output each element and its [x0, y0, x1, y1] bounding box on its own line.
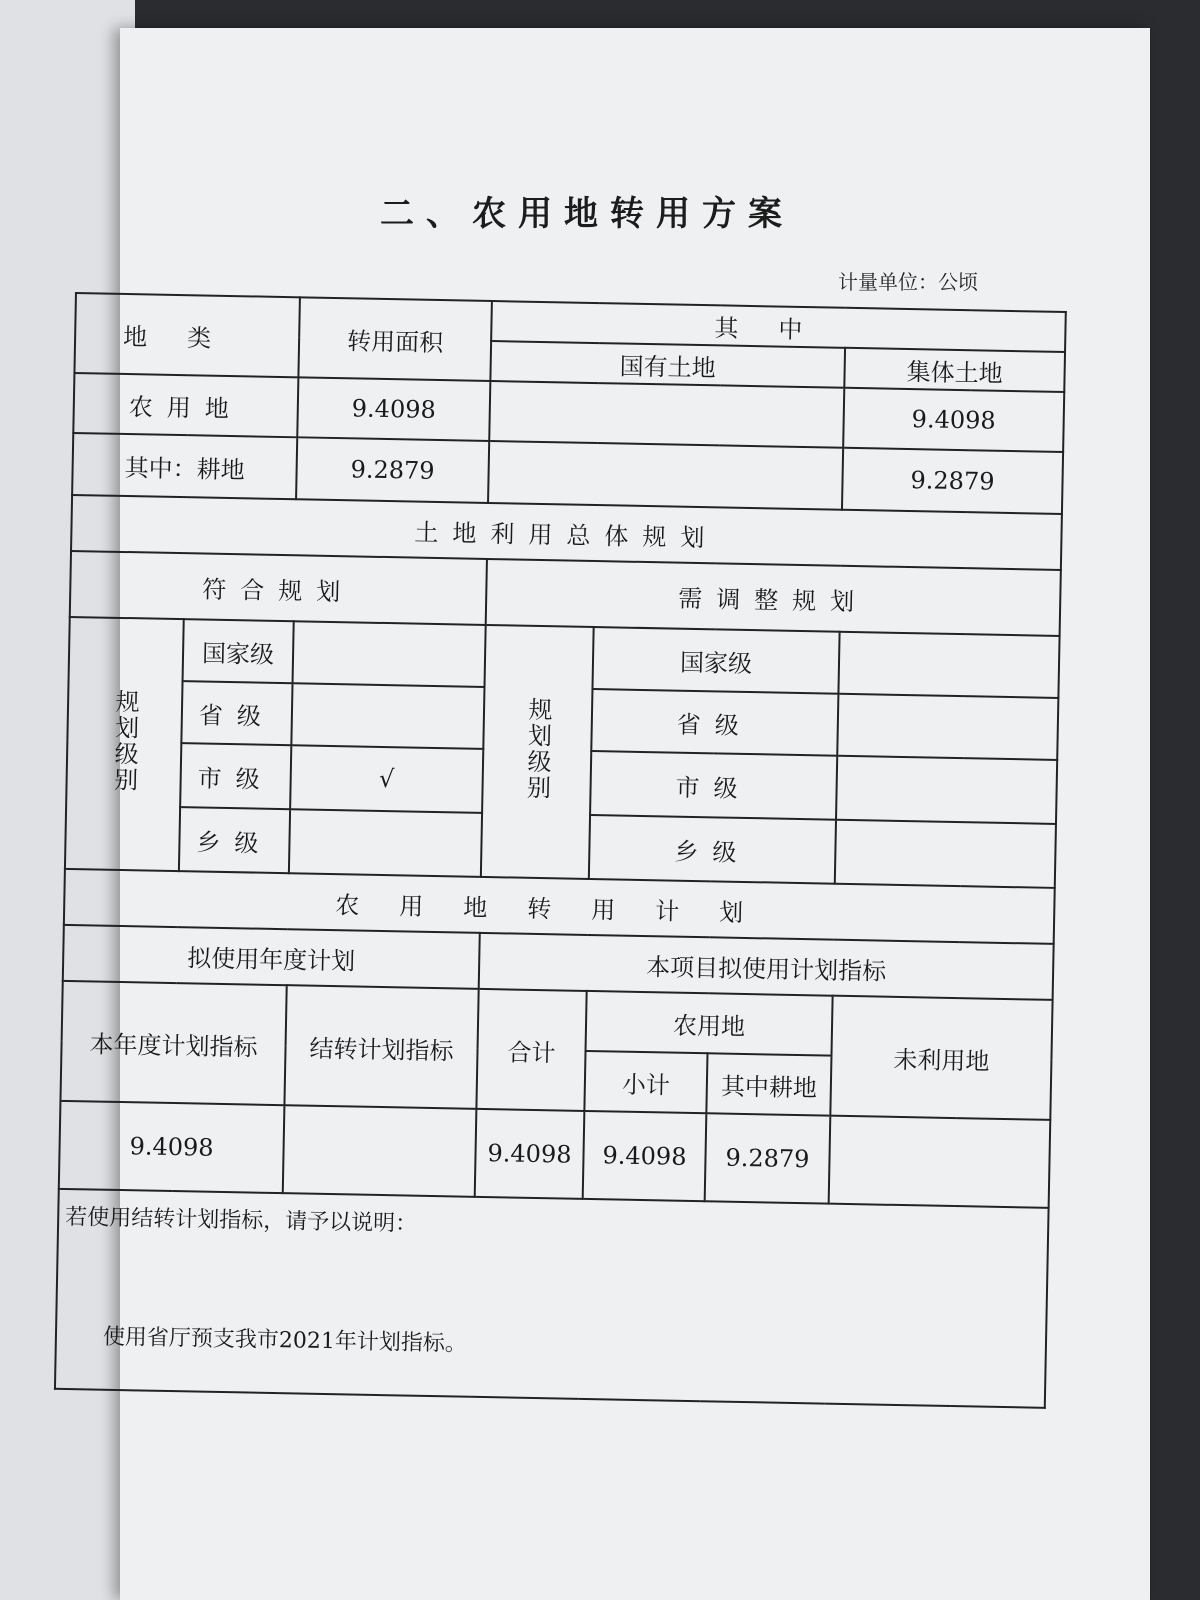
adjust-mark-national — [838, 632, 1059, 698]
row-land-type: 农用地 — [73, 373, 298, 437]
conform-mark-provincial — [291, 683, 484, 749]
project-index-header: 本项目拟使用计划指标 — [479, 933, 1054, 1000]
adjust-mark-city — [836, 756, 1057, 824]
total-value: 9.4098 — [475, 1109, 585, 1199]
adjust-level-provincial: 省级 — [591, 689, 838, 756]
subtotal-header: 小计 — [584, 1051, 707, 1113]
note-cell — [55, 1189, 1049, 1408]
adjust-level-city: 市级 — [590, 751, 837, 820]
row-collective: 9.2879 — [842, 448, 1063, 514]
agri-land-header: 农用地 — [586, 991, 833, 1056]
conform-level-provincial: 省级 — [181, 681, 292, 745]
row-land-type: 其中：耕地 — [72, 433, 297, 499]
current-year-header: 本年度计划指标 — [60, 981, 286, 1105]
row-area: 9.4098 — [297, 377, 490, 441]
conform-mark-township — [289, 809, 482, 877]
conform-level-township: 乡级 — [179, 807, 290, 873]
header-collective: 集体土地 — [844, 348, 1065, 392]
arable-value: 9.2879 — [705, 1113, 831, 1203]
subtotal-value: 9.4098 — [583, 1111, 707, 1201]
unused-value — [829, 1116, 1051, 1208]
unit-note: 计量单位：公顷 — [838, 270, 978, 294]
current-year-value: 9.4098 — [59, 1101, 285, 1193]
adjust-level-label: 规划级别 — [481, 625, 594, 879]
adjust-mark-township — [835, 820, 1056, 888]
adjust-level-national: 国家级 — [592, 627, 839, 694]
adjust-plan-header: 需调整规划 — [486, 559, 1061, 636]
header-land-type: 地类 — [74, 293, 299, 377]
conversion-plan-title: 农用地转用计划 — [64, 869, 1055, 944]
note-text: 使用省厅预支我市2021年计划指标。 — [102, 1324, 468, 1357]
conversion-table — [54, 292, 1067, 1409]
conversion-form — [53, 292, 1065, 1471]
conform-plan-header: 符合规划 — [70, 551, 487, 625]
page-title: 二、农用地转用方案 — [380, 194, 794, 234]
total-header: 合计 — [476, 989, 586, 1111]
row-area: 9.2879 — [296, 437, 489, 503]
conform-level-city: 市级 — [180, 743, 291, 809]
adjust-mark-provincial — [837, 694, 1058, 760]
row-state-owned — [489, 381, 844, 448]
header-state-owned: 国有土地 — [490, 341, 845, 388]
note-label: 若使用结转计划指标，请予以说明： — [64, 1204, 418, 1237]
row-collective: 9.4098 — [843, 388, 1064, 452]
row-state-owned — [488, 441, 843, 510]
annual-plan-header: 拟使用年度计划 — [63, 925, 480, 989]
carryover-header: 结转计划指标 — [284, 985, 478, 1109]
adjust-level-township: 乡级 — [589, 815, 836, 884]
carryover-value — [283, 1105, 477, 1197]
header-of-which: 其中 — [491, 301, 1066, 352]
overall-plan-title: 土地利用总体规划 — [71, 495, 1062, 570]
conform-level-label: 规划级别 — [65, 617, 184, 871]
conform-mark-national — [293, 621, 486, 687]
conform-mark-city: √ — [290, 745, 483, 813]
unused-land-header: 未利用地 — [830, 996, 1052, 1120]
conform-level-national: 国家级 — [183, 619, 294, 683]
header-converted-area: 转用面积 — [298, 297, 492, 381]
arable-header: 其中耕地 — [706, 1053, 831, 1115]
